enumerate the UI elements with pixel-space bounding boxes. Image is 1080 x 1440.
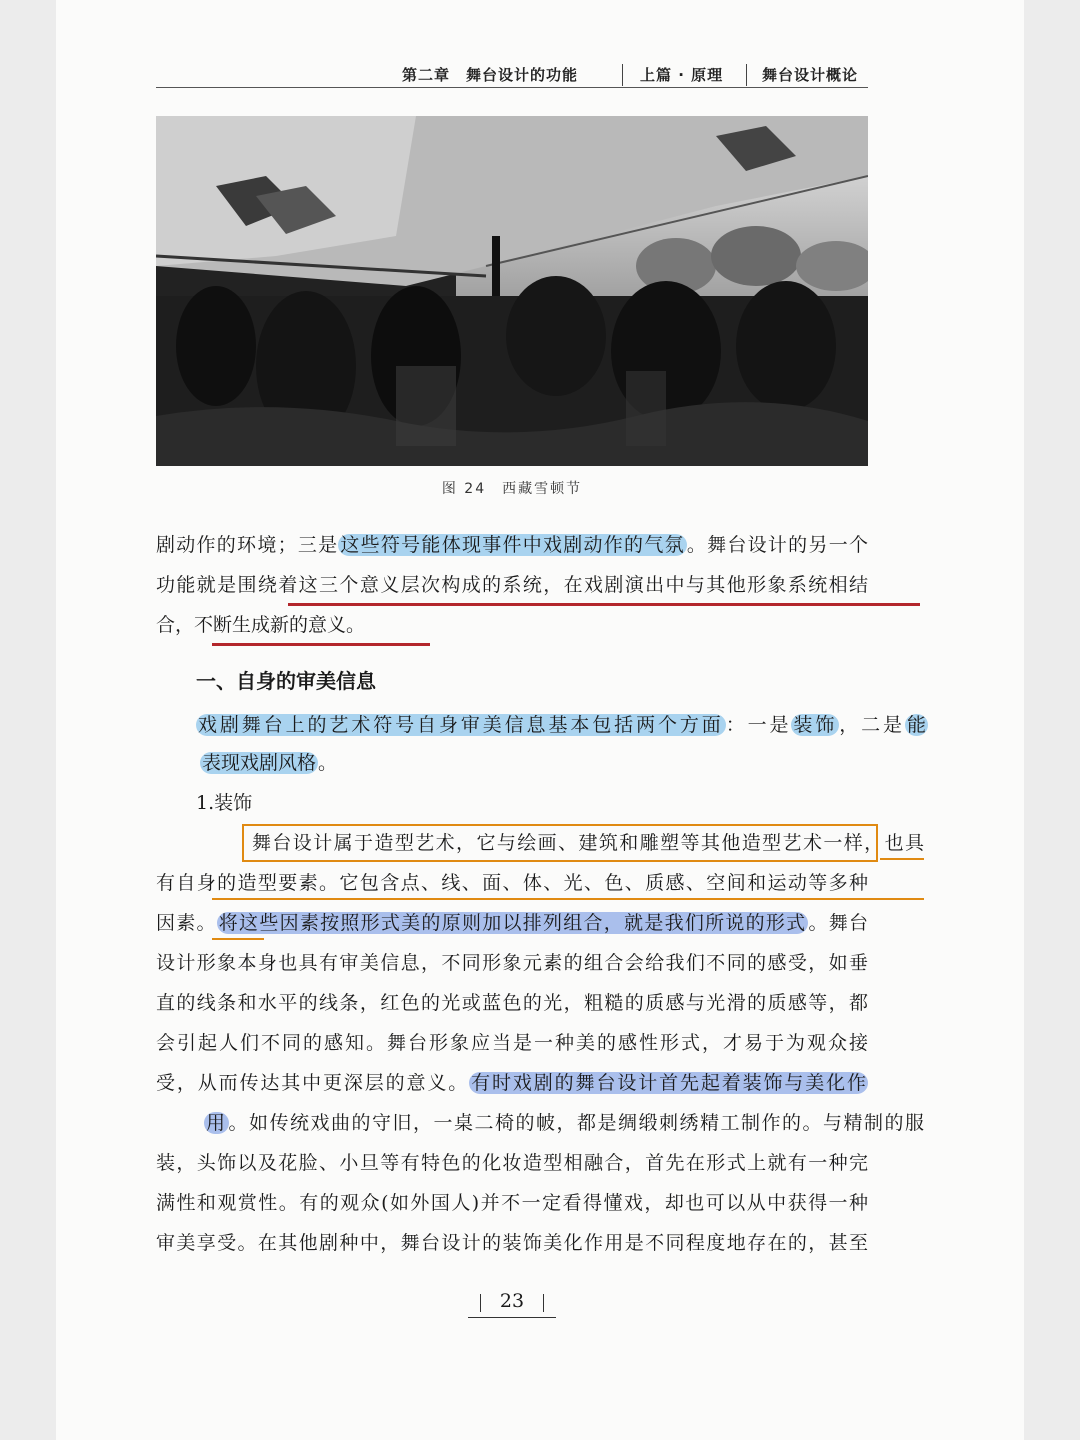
text-line <box>156 1068 868 1098</box>
text-line <box>196 710 928 740</box>
figure-photo <box>156 116 868 466</box>
page-number-bar <box>480 1294 481 1312</box>
text-span: 。舞台 <box>808 912 868 934</box>
text-line: 会引起人们不同的感知。舞台形象应当是一种美的感性形式，才易于为观众接 <box>156 1032 868 1054</box>
text-line: 满性和观赏性。有的观众(如外国人)并不一定看得懂戏，却也可以从中获得一种 <box>156 1192 868 1214</box>
text-line: 审美享受。在其他剧种中，舞台设计的装饰美化作用是不同程度地存在的，甚至 <box>156 1232 868 1254</box>
text-line: 功能就是围绕着这三个意义层次构成的系统，在戏剧演出中与其他形象系统相结 <box>156 574 868 596</box>
tent-festival-image <box>156 116 868 466</box>
figure-caption: 图 24 西藏雪顿节 <box>441 481 583 497</box>
text-span: 也具 <box>884 832 924 854</box>
highlight-blue: 这些符号能体现事件中戏剧动作的气氛 <box>340 534 685 556</box>
highlight-purple: 有时戏剧的舞台设计首先起着装饰与美化作 <box>471 1072 866 1094</box>
boxed-text: 舞台设计属于造型艺术，它与绘画、建筑和雕塑等其他造型艺术一样， <box>252 832 885 854</box>
header-book-title: 舞台设计概论 <box>762 66 859 84</box>
orange-underline <box>880 858 924 860</box>
text-line: 设计形象本身也具有审美信息，不同形象元素的组合会给我们不同的感受，如垂 <box>156 952 868 974</box>
text-line <box>156 908 868 938</box>
text-span: ，二是 <box>839 714 905 736</box>
text-line <box>200 748 912 778</box>
text-span: ：一是 <box>725 714 792 736</box>
red-underline <box>212 643 430 646</box>
subsection-heading: 1.装饰 <box>196 792 253 814</box>
highlight-purple: 将这些因素按照形式美的原则加以排列组合，就是我们所说的形式 <box>218 912 807 934</box>
text-span: 受，从而传达其中更深层的意义。 <box>156 1072 470 1094</box>
section-heading: 一、自身的审美信息 <box>196 669 376 693</box>
text-line <box>156 530 868 560</box>
text-span: 剧动作的环境；三是 <box>156 534 339 556</box>
highlight-blue: 装饰 <box>793 714 838 736</box>
header-part: 上篇 · 原理 <box>640 66 724 84</box>
highlight-blue: 戏剧舞台上的艺术符号自身审美信息基本包括两个方面 <box>198 714 724 736</box>
text-line <box>252 828 924 858</box>
text-span: 因素。 <box>156 912 217 934</box>
header-rule <box>156 87 868 88</box>
highlight-blue: 表现戏剧风格 <box>202 752 317 774</box>
orange-underline <box>212 898 924 900</box>
text-line: 直的线条和水平的线条，红色的光或蓝色的光，粗糙的质感与光滑的质感等，都 <box>156 992 868 1014</box>
highlight-purple: 用 <box>206 1112 227 1134</box>
highlight-blue: 能 <box>906 714 926 736</box>
text-span: 。如传统戏曲的守旧，一桌二椅的帔，都是绸缎刺绣精工制作的。与精制的服 <box>228 1112 924 1134</box>
page-number-bar <box>543 1294 544 1312</box>
text-line <box>204 1108 924 1138</box>
page-number-text: 23 <box>499 1290 525 1312</box>
text-line: 合，不断生成新的意义。 <box>156 614 366 636</box>
text-line: 装，头饰以及花脸、小旦等有特色的化妆造型相融合，首先在形式上就有一种完 <box>156 1152 868 1174</box>
text-line: 有自身的造型要素。它包含点、线、面、体、光、色、质感、空间和运动等多种 <box>156 872 868 894</box>
text-span: 。舞台设计的另一个 <box>686 534 868 556</box>
orange-underline <box>212 938 264 940</box>
header-separator <box>622 64 623 86</box>
header-chapter: 第二章 舞台设计的功能 <box>402 66 579 84</box>
header-separator <box>746 64 747 86</box>
red-underline <box>288 603 920 606</box>
text-span: 。 <box>318 752 338 774</box>
page-number-rule <box>468 1317 556 1318</box>
running-header <box>156 60 868 88</box>
page-number <box>468 1288 556 1314</box>
